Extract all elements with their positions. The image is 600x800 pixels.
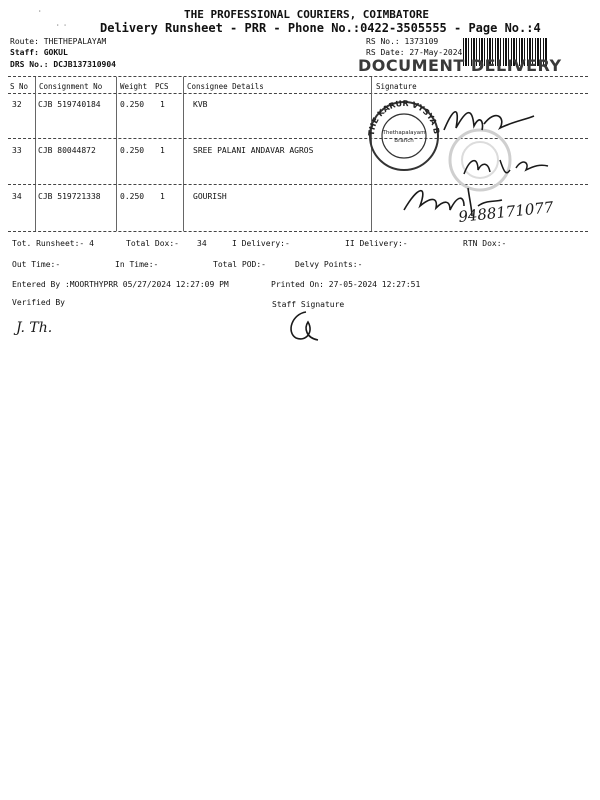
row-weight: 0.250 [120, 100, 145, 109]
rtn-dox: RTN Dox:- [463, 239, 507, 248]
scan-speck: · [38, 8, 42, 15]
bank-seal-branch-word: Branch [394, 138, 414, 144]
drs-value: DCJB137310904 [53, 60, 116, 69]
row-pcs: 1 [160, 100, 165, 109]
printed-on: Printed On: 27-05-2024 12:27:51 [271, 280, 421, 289]
header-consignment-no: Consignment No [39, 82, 103, 91]
svg-text:9488171077: 9488171077 [457, 198, 555, 227]
col-divider [35, 77, 36, 231]
header-weight: Weight [120, 82, 148, 91]
svg-text:J. Th.: J. Th. [16, 320, 53, 336]
row-weight: 0.250 [120, 192, 145, 201]
signature-row-2 [460, 150, 560, 182]
staff-label: Staff: [10, 48, 39, 57]
header-sno: S No [10, 82, 29, 91]
header-pcs: PCS [155, 82, 169, 91]
route-value: THETHEPALAYAM [43, 37, 107, 46]
runsheet-title: Delivery Runsheet - PRR - Phone No.:0422-3505555 - Page No.:4 [100, 21, 541, 35]
row-sno: 33 [12, 146, 22, 155]
handwritten-phone [456, 196, 574, 227]
header-top-rule [8, 76, 588, 77]
tot-runsheet: Tot. Runsheet:- 4 [12, 239, 94, 248]
out-time: Out Time:- [12, 260, 61, 269]
row-consignment-no: CJB 519740184 [38, 100, 101, 109]
table-bottom-rule [8, 231, 588, 232]
verified-initials [14, 312, 84, 338]
col-divider [183, 77, 184, 231]
ii-delivery: II Delivery:- [345, 239, 408, 248]
i-delivery: I Delivery:- [232, 239, 290, 248]
row-pcs: 1 [160, 146, 165, 155]
row-sno: 34 [12, 192, 22, 201]
drs-line [10, 60, 116, 69]
row-consignee: SREE PALANI ANDAVAR AGROS [193, 146, 314, 155]
row-sno: 32 [12, 100, 22, 109]
rs-number: RS No.: 1373109 [366, 37, 439, 46]
in-time: In Time:- [115, 260, 159, 269]
document-delivery-stamp: DOCUMENT DELIVERY [358, 56, 562, 75]
entered-by: Entered By :MOORTHYPRR 05/27/2024 12:27:09 PM [12, 280, 229, 289]
staff-line [10, 48, 68, 57]
total-dox-label: Total Dox:- [126, 239, 179, 248]
row-weight: 0.250 [120, 146, 145, 155]
staff-signature-mark [284, 308, 324, 342]
row-pcs: 1 [160, 192, 165, 201]
row-consignee: KVB [193, 100, 208, 109]
signature-row-1 [440, 100, 540, 140]
drs-label: DRS No.: [10, 60, 49, 69]
header-bottom-rule [8, 93, 588, 94]
scan-speck: · · [56, 22, 67, 29]
row-consignee: GOURISH [193, 192, 227, 201]
staff-signature-label: Staff Signature [272, 300, 345, 309]
row-consignment-no: CJB 519721338 [38, 192, 101, 201]
total-pod: Total POD:- [213, 260, 266, 269]
total-dox-value: 34 [197, 239, 207, 248]
rs-date: RS Date: 27-May-2024 [366, 48, 463, 57]
verified-by: Verified By [12, 298, 65, 307]
route-label: Route: [10, 37, 39, 46]
delvy-points: Delvy Points:- [295, 260, 363, 269]
bank-seal-branch: Thethapalayam [382, 130, 426, 136]
row-consignment-no: CJB 80044872 [38, 146, 96, 155]
header-signature: Signature [376, 82, 417, 91]
col-divider [116, 77, 117, 231]
company-name: THE PROFESSIONAL COURIERS, COIMBATORE [184, 8, 430, 21]
header-consignee-details: Consignee Details [187, 82, 264, 91]
staff-value: GOKUL [43, 48, 68, 57]
bank-seal-ring-text: THE KARUR VYSYA BANK LTD. [356, 85, 442, 137]
route-line [10, 37, 106, 46]
